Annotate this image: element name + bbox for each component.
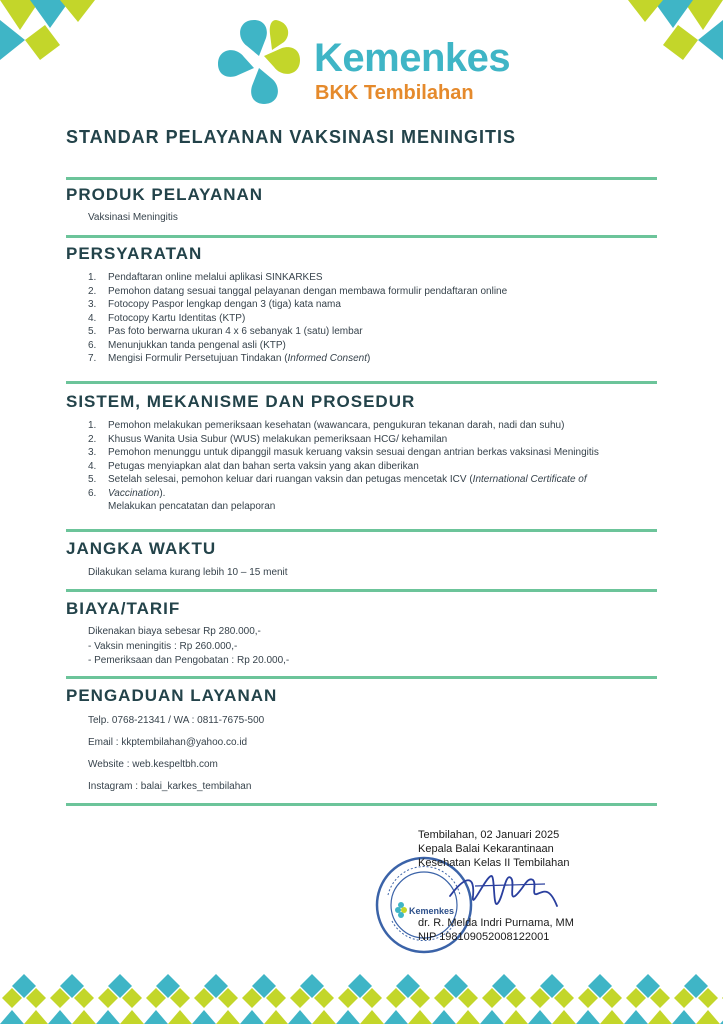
brand-name: Kemenkes bbox=[314, 36, 511, 80]
list-item bbox=[88, 433, 599, 447]
contact-website: Website : web.kespeltbh.com bbox=[88, 759, 218, 770]
list-text: Fotocopy Paspor lengkap dengan 3 (tiga) kata nama bbox=[108, 299, 341, 310]
list-text: Mengisi Formulir Persetujuan Tindakan ( bbox=[108, 353, 288, 364]
section-heading-persyaratan: PERSYARATAN bbox=[66, 244, 203, 263]
divider bbox=[66, 529, 657, 532]
list-number: 7. bbox=[88, 353, 97, 364]
biaya-line: - Pemeriksaan dan Pengobatan : Rp 20.000,- bbox=[88, 655, 290, 666]
list-item bbox=[88, 312, 507, 326]
list-number: 6. bbox=[88, 487, 97, 499]
corner-ornament-right bbox=[628, 0, 723, 65]
list-item bbox=[88, 352, 507, 366]
list-item bbox=[88, 339, 507, 353]
footer-motif bbox=[192, 974, 240, 1024]
footer-motif bbox=[0, 974, 48, 1024]
footer-motif bbox=[384, 974, 432, 1024]
footer-motif bbox=[288, 974, 336, 1024]
list-item bbox=[88, 446, 599, 460]
list-number: 2. bbox=[88, 433, 97, 445]
prosedur-list bbox=[88, 419, 599, 514]
jangka-text: Dilakukan selama kurang lebih 10 – 15 menit bbox=[88, 567, 288, 578]
list-text-after: ). bbox=[159, 487, 166, 499]
list-text: Pemohon melakukan pemeriksaan kesehatan (wawancara, pengukuran tekanan darah, nadi dan suhu) bbox=[108, 420, 565, 431]
list-item bbox=[88, 298, 507, 312]
list-text: Pemohon menunggu untuk dipanggil masuk keruang vaksin sesuai dengan antrian berkas vaksinasi Meningitis bbox=[108, 447, 599, 458]
divider bbox=[66, 177, 657, 180]
page-title: STANDAR PELAYANAN VAKSINASI MENINGITIS bbox=[66, 127, 517, 147]
footer-ornament bbox=[0, 968, 723, 1024]
kemenkes-logo bbox=[214, 16, 514, 111]
produk-text: Vaksinasi Meningitis bbox=[88, 212, 178, 223]
divider bbox=[66, 676, 657, 679]
list-text: Petugas menyiapkan alat dan bahan serta vaksin yang akan diberikan bbox=[108, 460, 419, 472]
list-item bbox=[88, 285, 507, 299]
stamp-brand: Kemenkes bbox=[409, 906, 455, 916]
list-number: 1. bbox=[88, 272, 97, 283]
signature-block bbox=[418, 828, 574, 944]
place-date: Tembilahan, 02 Januari 2025 bbox=[418, 829, 560, 841]
list-number: 3. bbox=[88, 447, 97, 458]
list-number: 4. bbox=[88, 460, 97, 472]
section-heading-produk: PRODUK PELAYANAN bbox=[66, 185, 264, 204]
footer-motif bbox=[48, 974, 96, 1024]
list-item bbox=[88, 271, 507, 285]
footer-motif bbox=[576, 974, 624, 1024]
list-item bbox=[88, 419, 599, 433]
section-heading-pengaduan: PENGADUAN LAYANAN bbox=[66, 686, 278, 705]
footer-motif bbox=[528, 974, 576, 1024]
signer-position: Kesehatan Kelas II Tembilahan bbox=[418, 857, 570, 869]
list-text: Fotocopy Kartu Identitas (KTP) bbox=[108, 312, 246, 324]
footer-motif bbox=[144, 974, 192, 1024]
list-number: 1. bbox=[88, 420, 97, 431]
biaya-line: Dikenakan biaya sebesar Rp 280.000,- bbox=[88, 626, 261, 637]
footer-motif bbox=[432, 974, 480, 1024]
divider bbox=[66, 381, 657, 384]
list-text: Melakukan pencatatan dan pelaporan bbox=[108, 501, 276, 512]
footer-motif bbox=[624, 974, 672, 1024]
list-text-italic: Informed Consent bbox=[287, 353, 368, 364]
list-text: Menunjukkan tanda pengenal asli (KTP) bbox=[108, 339, 286, 351]
list-number: 3. bbox=[88, 299, 97, 310]
section-heading-prosedur: SISTEM, MEKANISME DAN PROSEDUR bbox=[66, 392, 416, 411]
section-heading-jangka: JANGKA WAKTU bbox=[66, 539, 217, 558]
list-item bbox=[88, 325, 507, 339]
list-number: 2. bbox=[88, 285, 97, 297]
list-number: 5. bbox=[88, 474, 97, 485]
footer-motif bbox=[336, 974, 384, 1024]
kemenkes-emblem-icon bbox=[214, 16, 304, 108]
divider bbox=[66, 803, 657, 806]
list-number: 6. bbox=[88, 339, 97, 351]
list-text: Pemohon datang sesuai tanggal pelayanan dengan membawa formulir pendaftaran online bbox=[108, 285, 508, 297]
list-text: Pas foto berwarna ukuran 4 x 6 sebanyak 1 (satu) lembar bbox=[108, 326, 363, 337]
signer-name: dr. R. Melda Indri Purnama, MM bbox=[418, 917, 574, 929]
footer-motif bbox=[672, 974, 720, 1024]
biaya-line: - Vaksin meningitis : Rp 260.000,- bbox=[88, 641, 238, 652]
contact-phone: Telp. 0768-21341 / WA : 0811-7675-500 bbox=[88, 715, 265, 726]
list-text: Khusus Wanita Usia Subur (WUS) melakukan pemeriksaan HCG/ kehamilan bbox=[108, 433, 448, 445]
footer-motif bbox=[96, 974, 144, 1024]
list-number: 4. bbox=[88, 312, 97, 324]
footer-motif bbox=[480, 974, 528, 1024]
divider bbox=[66, 235, 657, 238]
persyaratan-list bbox=[88, 271, 507, 366]
list-text: Setelah selesai, pemohon keluar dari ruangan vaksin dan petugas mencetak ICV ( bbox=[108, 474, 473, 485]
list-text-italic: Vaccination bbox=[108, 487, 160, 499]
brand-subtitle: BKK Tembilahan bbox=[315, 82, 474, 104]
list-text: Pendaftaran online melalui aplikasi SINKARKES bbox=[108, 272, 323, 283]
list-item bbox=[88, 460, 599, 474]
corner-ornament-left bbox=[0, 0, 95, 65]
section-heading-biaya: BIAYA/TARIF bbox=[66, 599, 181, 618]
signer-position: Kepala Balai Kekarantinaan bbox=[418, 843, 554, 855]
contact-email: Email : kkptembilahan@yahoo.co.id bbox=[88, 737, 248, 748]
contact-instagram: Instagram : balai_karkes_tembilahan bbox=[88, 781, 252, 792]
list-item bbox=[88, 473, 599, 487]
signer-nip: NIP 198109052008122001 bbox=[418, 931, 550, 943]
footer-motif bbox=[240, 974, 288, 1024]
list-text-italic: International Certificate of bbox=[472, 474, 587, 485]
list-item bbox=[88, 500, 599, 514]
list-number: 5. bbox=[88, 326, 97, 337]
list-text-after: ) bbox=[367, 353, 371, 364]
list-item bbox=[88, 487, 599, 501]
divider bbox=[66, 589, 657, 592]
